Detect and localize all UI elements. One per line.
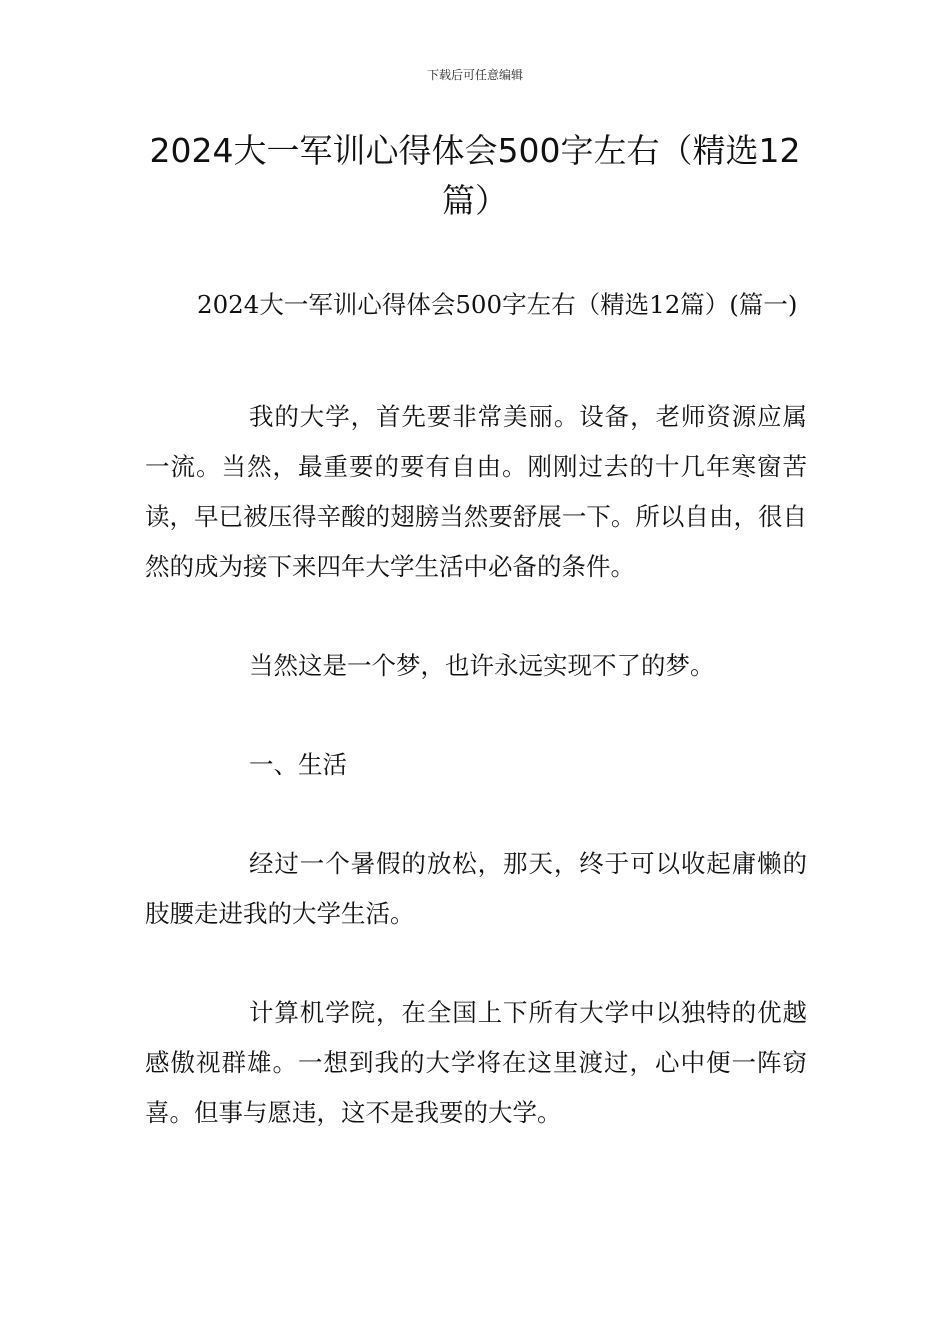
subsection-heading: 一、生活 [249, 750, 347, 779]
header-note: 下载后可任意编辑 [426, 68, 523, 82]
document-title: 2024大一军训心得体会500字左右（精选12篇） [149, 131, 801, 220]
document-body [145, 280, 807, 1187]
section-heading-paragraph: 2024大一军训心得体会500字左右（精选12篇）(篇一) [197, 290, 798, 319]
body-paragraph: 计算机学院，在全国上下所有大学中以独特的优越感傲视群雄。一想到我的大学将在这里渡过，心中便一阵窃喜。但事与愿违，这不是我要的大学。 [145, 998, 807, 1127]
body-paragraph: 我的大学，首先要非常美丽。设备，老师资源应属一流。当然，最重要的要有自由。刚刚过去的十几年寒窗苦读，早已被压得辛酸的翅膀当然要舒展一下。所以自由，很自然的成为接下来四年大学生活中必备的条件。 [145, 402, 807, 581]
body-paragraph: 经过一个暑假的放松，那天，终于可以收起庸懒的肢腰走进我的大学生活。 [145, 849, 807, 928]
body-paragraph: 当然这是一个梦，也许永远实现不了的梦。 [249, 651, 715, 680]
